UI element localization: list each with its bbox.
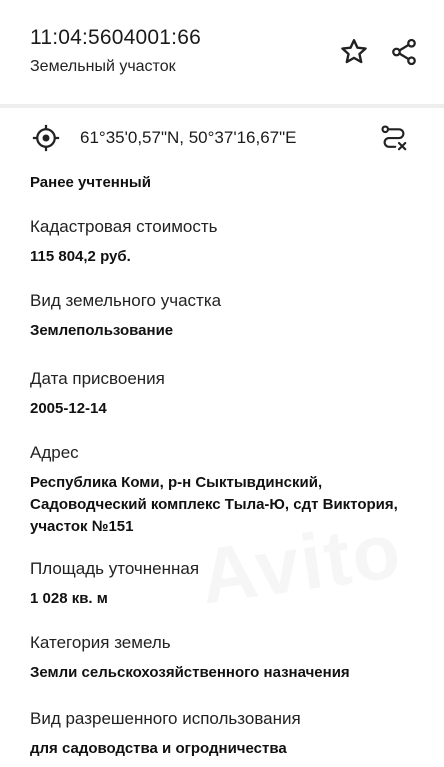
locate-button[interactable]: [26, 118, 66, 158]
crosshair-icon: [31, 123, 61, 153]
land-category-field: [30, 632, 420, 684]
route-icon: [379, 123, 409, 153]
cadastral-number: 11:04:5604001:66: [30, 26, 201, 49]
share-button[interactable]: [384, 32, 424, 72]
coordinates-bar: [0, 108, 444, 168]
permitted-use-field: [30, 708, 420, 760]
field-value: Землепользование: [30, 322, 174, 339]
area-field: [30, 558, 420, 610]
field-value: для садоводства и огродничества: [30, 740, 287, 757]
cadastral-value-field: [30, 216, 420, 268]
field-label: Кадастровая стоимость: [30, 217, 218, 236]
assignment-date-field: [30, 368, 420, 420]
field-label: Адрес: [30, 443, 79, 462]
land-type-field: [30, 290, 420, 342]
field-label: Площадь уточненная: [30, 559, 200, 578]
star-icon: [338, 36, 370, 68]
favorite-button[interactable]: [334, 32, 374, 72]
address-line: участок №151: [30, 518, 134, 535]
field-value: Земли сельскохозяйственного назначения: [30, 664, 350, 681]
top-bar: [0, 0, 444, 104]
field-value: 1 028 кв. м: [30, 590, 108, 607]
details-list: [0, 168, 444, 767]
field-label: Вид разрешенного использования: [30, 709, 301, 728]
coordinates-text[interactable]: 61°35'0,57"N, 50°37'16,67"E: [80, 128, 297, 147]
field-label: Дата присвоения: [30, 369, 165, 388]
address-field: [30, 442, 420, 538]
address-line: Республика Коми, р-н Сыктывдинский,: [30, 474, 323, 491]
address-line: Садоводческий комплекс Тыла-Ю, сдт Виктория,: [30, 496, 398, 513]
field-value: 115 804,2 руб.: [30, 248, 131, 265]
status-field: [30, 172, 420, 194]
object-type: Земельный участок: [30, 58, 176, 75]
field-label: Категория земель: [30, 633, 171, 652]
field-value: 2005-12-14: [30, 400, 107, 417]
route-button[interactable]: [374, 118, 414, 158]
status-value: Ранее учтенный: [30, 174, 151, 191]
field-label: Вид земельного участка: [30, 291, 222, 310]
share-icon: [389, 37, 419, 67]
